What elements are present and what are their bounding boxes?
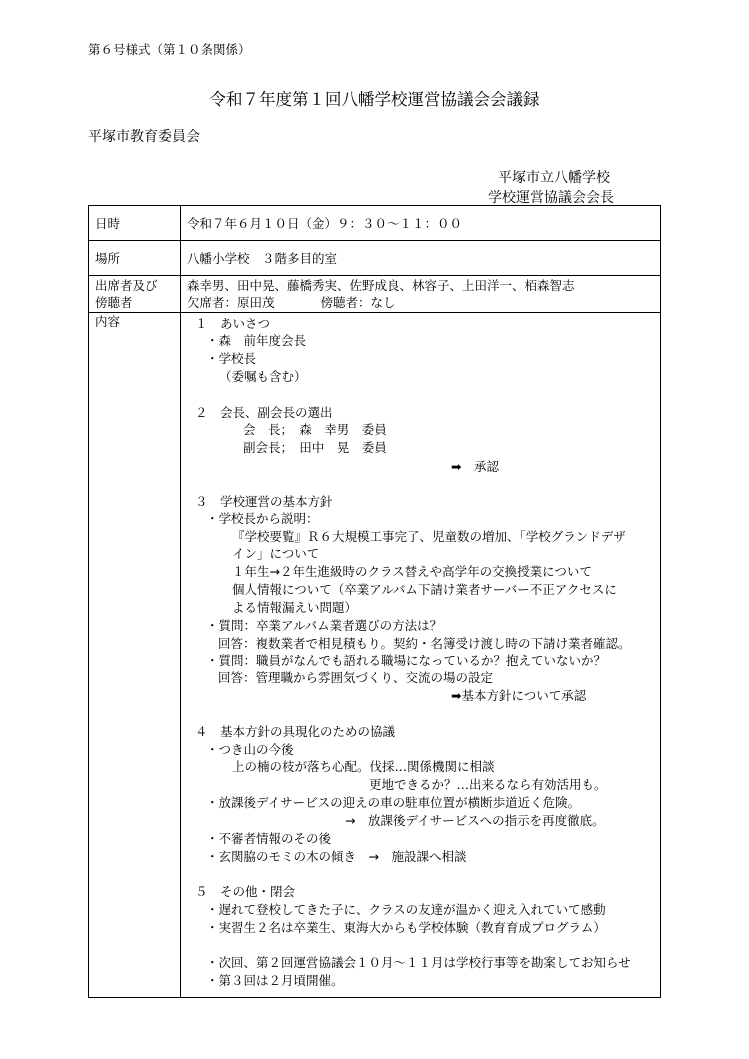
place-label: 場所: [89, 241, 181, 276]
content-value: [181, 313, 661, 998]
recipient: 平塚市教育委員会: [88, 129, 200, 145]
content-line: → 放課後デイサービスへの指示を再度徹底。: [345, 813, 605, 828]
content-line: ２ 会長、副会長の選出: [195, 405, 333, 420]
content-line: ・次回、第２回運営協議会１０月～１１月は学校行事等を勘案してお知らせ: [206, 955, 631, 970]
place-value: 八幡小学校 ３階多目的室: [181, 241, 661, 276]
row-place: [89, 241, 661, 276]
content-line: ・実習生２名は卒業生、東海大からも学校体験（教育育成プログラム）: [206, 920, 606, 935]
datetime-value: 令和７年６月１０日（金）９：３０～１１：００: [181, 206, 661, 241]
content-line: イン」について: [232, 546, 320, 561]
attendees-list: 森幸男、田中晃、藤橋秀実、佐野成良、林容子、上田洋一、栢森智志: [187, 278, 575, 293]
content-line: ・玄関脇のモミの木の傾き → 施設課へ相談: [206, 849, 467, 864]
content-line: ５ その他・閉会: [195, 884, 296, 899]
content-line: ・放課後デイサービスの迎えの車の駐車位置が横断歩道近く危険。: [206, 795, 581, 810]
form-number: 第６号様式（第１０条関係）: [88, 42, 251, 57]
row-datetime: [89, 206, 661, 241]
content-line: （委嘱も含む）: [219, 369, 307, 384]
content-line: 『学校要覧』Ｒ６大規模工事完了、児童数の増加、「学校グランドデザ: [232, 529, 626, 544]
attendees-label: [89, 276, 181, 313]
datetime-label: 日時: [89, 206, 181, 241]
content-label-text: 内容: [95, 314, 121, 329]
content-line: ・質問：職員がなんでも語れる職場になっているか？抱えていないか？: [206, 653, 607, 668]
content-label: [89, 313, 181, 998]
content-line: ・不審者情報のその後: [206, 831, 332, 846]
document-title: 令和７年度第１回八幡学校運営協議会会議録: [209, 90, 540, 109]
content-line: ・遅れて登校してきた子に、クラスの友達が温かく迎え入れていて感動: [206, 902, 606, 917]
content-line: ・学校長から説明：: [206, 511, 319, 526]
content-line: ➡基本方針について承認: [451, 688, 587, 703]
attendees-label-line-1: 出席者及び: [95, 278, 158, 293]
observer-list: 傍聴者：なし: [320, 295, 396, 310]
attendees-label-line-2: 傍聴者: [95, 295, 133, 310]
content-line: １ あいさつ: [195, 316, 271, 331]
minutes-table: [88, 205, 661, 998]
content-line: ・質問：卒業アルバム業者選びの方法は？: [206, 618, 443, 633]
row-attendees: [89, 276, 661, 313]
content-line: ４ 基本方針の具現化のための協議: [195, 724, 396, 739]
sender-school: 平塚市立八幡学校: [498, 170, 610, 186]
content-line: 回答：複数業者で相見積もり。契約・名簿受け渡し時の下請け業者確認。: [218, 636, 631, 651]
content-line: １年生→２年生進級時のクラス替えや高学年の交換授業について: [232, 564, 592, 579]
content-line: ・学校長: [206, 351, 257, 366]
content-line: 副会長； 田中 晃 委員: [243, 440, 387, 455]
content-line: ・つき山の今後: [206, 742, 294, 757]
content-line: 回答：管理職から雰囲気づくり、交流の場の設定: [218, 670, 494, 685]
content-body: [181, 313, 660, 997]
content-line: 上の楠の枝が落ち心配。伐採…関係機関に相談: [232, 759, 495, 774]
absent-list: 欠席者：原田茂: [187, 295, 275, 310]
content-line: よる情報漏えい問題）: [232, 600, 358, 615]
content-line: ３ 学校運営の基本方針: [195, 494, 333, 509]
content-line: 個人情報について（卒業アルバム下請け業者サーバー不正アクセスに: [232, 582, 617, 597]
attendees-value: [181, 276, 661, 313]
content-line: 会 長； 森 幸男 委員: [243, 422, 387, 437]
content-line: ・森 前年度会長: [206, 333, 307, 348]
row-content: [89, 313, 661, 998]
absent-observer-line: [187, 294, 660, 311]
sender-title: 学校運営協議会会長: [488, 190, 614, 206]
content-line: ・第３回は２月頃開催。: [206, 973, 344, 988]
content-line: 更地できるか？…出来るなら有効活用も。: [369, 777, 607, 792]
content-line: ➡ 承認: [451, 459, 499, 474]
